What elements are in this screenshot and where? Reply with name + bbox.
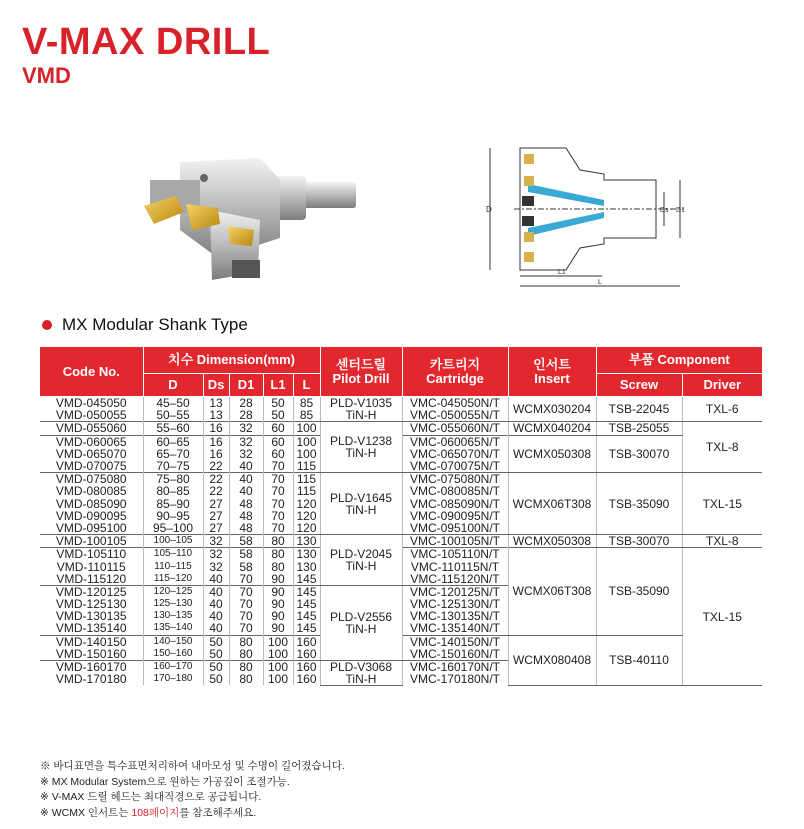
cell-d: 100–105 xyxy=(143,535,203,548)
col-driver: Driver xyxy=(682,374,762,397)
cell-screw: TSB-30070 xyxy=(596,535,682,548)
cell-d: 120–125 xyxy=(143,585,203,598)
cell-l1: 70 xyxy=(263,522,293,535)
cell-code: VMD-060065 xyxy=(40,435,143,448)
cell-d: 135–140 xyxy=(143,622,203,635)
cell-ds: 50 xyxy=(203,635,229,648)
cell-d1: 40 xyxy=(229,460,263,473)
cell-l: 145 xyxy=(293,598,320,610)
cell-ds: 50 xyxy=(203,673,229,685)
cell-d1: 32 xyxy=(229,422,263,435)
cell-pilot-drill: PLD-V1238 TiN-H xyxy=(320,422,402,473)
cell-ds: 50 xyxy=(203,660,229,673)
cell-d1: 80 xyxy=(229,648,263,661)
cell-cartridge: VMC-070075N/T xyxy=(402,460,508,473)
cell-cartridge: VMC-085090N/T xyxy=(402,498,508,510)
cell-code: VMD-055060 xyxy=(40,422,143,435)
cell-code: VMD-045050 xyxy=(40,397,143,410)
cell-pilot-drill: PLD-V2556 TiN-H xyxy=(320,585,402,660)
cell-l1: 90 xyxy=(263,610,293,622)
cell-ds: 40 xyxy=(203,573,229,586)
cell-insert: WCMX050308 xyxy=(508,435,596,473)
cell-insert: WCMX06T308 xyxy=(508,548,596,635)
cell-cartridge: VMC-170180N/T xyxy=(402,673,508,685)
cell-driver: TXL-8 xyxy=(682,422,762,473)
cell-insert: WCMX050308 xyxy=(508,535,596,548)
cell-code: VMD-120125 xyxy=(40,585,143,598)
cell-l: 160 xyxy=(293,660,320,673)
cell-pilot-drill: PLD-V1645 TiN-H xyxy=(320,473,402,535)
cell-l: 145 xyxy=(293,610,320,622)
cell-l1: 50 xyxy=(263,397,293,410)
cell-d1: 32 xyxy=(229,448,263,460)
cell-driver: TXL-8 xyxy=(682,535,762,548)
cell-l1: 100 xyxy=(263,635,293,648)
cell-l1: 80 xyxy=(263,560,293,572)
bullet-icon xyxy=(42,320,52,330)
cell-cartridge: VMC-120125N/T xyxy=(402,585,508,598)
cell-code: VMD-170180 xyxy=(40,673,143,685)
cell-d: 90–95 xyxy=(143,510,203,522)
col-cartridge: 카트리지 Cartridge xyxy=(402,347,508,397)
cell-l1: 60 xyxy=(263,448,293,460)
cell-cartridge: VMC-105110N/T xyxy=(402,548,508,561)
cell-d1: 70 xyxy=(229,598,263,610)
cell-l1: 70 xyxy=(263,510,293,522)
cell-cartridge: VMC-075080N/T xyxy=(402,473,508,486)
cell-driver: TXL-15 xyxy=(682,473,762,535)
note-1: ※ 바디표면을 특수표면처리하여 내마모성 및 수명이 길어졌습니다. xyxy=(40,760,345,772)
cell-l: 120 xyxy=(293,498,320,510)
cell-code: VMD-065070 xyxy=(40,448,143,460)
cell-l1: 100 xyxy=(263,673,293,685)
table-row xyxy=(40,397,762,410)
cell-code: VMD-135140 xyxy=(40,622,143,635)
cell-ds: 13 xyxy=(203,409,229,422)
cell-l: 145 xyxy=(293,585,320,598)
page-subtitle: VMD xyxy=(22,63,71,88)
dim-l-label: L xyxy=(598,279,602,286)
cell-d: 45–50 xyxy=(143,397,203,410)
cell-d1: 28 xyxy=(229,409,263,422)
cell-insert: WCMX040204 xyxy=(508,422,596,435)
dim-l1-label: L1 xyxy=(558,269,566,276)
cell-code: VMD-110115 xyxy=(40,560,143,572)
cell-d1: 70 xyxy=(229,585,263,598)
cell-screw: TSB-30070 xyxy=(596,435,682,473)
cell-d: 170–180 xyxy=(143,673,203,685)
note-3: ※ V-MAX 드릴 헤드는 최대직경으로 공급됩니다. xyxy=(40,791,262,803)
cell-cartridge: VMC-055060N/T xyxy=(402,422,508,435)
cell-d1: 32 xyxy=(229,435,263,448)
cell-cartridge: VMC-110115N/T xyxy=(402,560,508,572)
table-row xyxy=(40,535,762,548)
col-l: L xyxy=(293,374,320,397)
cell-l: 145 xyxy=(293,573,320,586)
cell-ds: 22 xyxy=(203,460,229,473)
cell-code: VMD-130135 xyxy=(40,610,143,622)
cell-cartridge: VMC-095100N/T xyxy=(402,522,508,535)
cell-d: 75–80 xyxy=(143,473,203,486)
cell-pilot-drill: PLD-V1035 TiN-H xyxy=(320,397,402,422)
cell-cartridge: VMC-060065N/T xyxy=(402,435,508,448)
cell-cartridge: VMC-080085N/T xyxy=(402,485,508,497)
cell-l1: 70 xyxy=(263,485,293,497)
cell-d: 110–115 xyxy=(143,560,203,572)
cell-l: 115 xyxy=(293,460,320,473)
cell-ds: 50 xyxy=(203,648,229,661)
cell-d: 50–55 xyxy=(143,409,203,422)
cell-ds: 27 xyxy=(203,522,229,535)
cell-code: VMD-075080 xyxy=(40,473,143,486)
cell-l1: 60 xyxy=(263,422,293,435)
spec-table-body xyxy=(40,397,762,686)
cell-l: 160 xyxy=(293,635,320,648)
cell-l1: 70 xyxy=(263,473,293,486)
cell-ds: 22 xyxy=(203,473,229,486)
cell-ds: 32 xyxy=(203,560,229,572)
cell-d1: 80 xyxy=(229,635,263,648)
cell-cartridge: VMC-045050N/T xyxy=(402,397,508,410)
cell-cartridge: VMC-090095N/T xyxy=(402,510,508,522)
cell-cartridge: VMC-125130N/T xyxy=(402,598,508,610)
cell-screw: TSB-22045 xyxy=(596,397,682,422)
cell-cartridge: VMC-150160N/T xyxy=(402,648,508,661)
cell-pilot-drill: PLD-V2045 TiN-H xyxy=(320,535,402,586)
cell-d1: 48 xyxy=(229,522,263,535)
page-reference-link[interactable]: 108페이지 xyxy=(131,806,180,819)
cell-l1: 100 xyxy=(263,648,293,661)
cell-ds: 40 xyxy=(203,598,229,610)
tool-photo xyxy=(140,150,360,290)
cell-code: VMD-140150 xyxy=(40,635,143,648)
table-row xyxy=(40,422,762,435)
cell-l: 120 xyxy=(293,510,320,522)
cell-l1: 50 xyxy=(263,409,293,422)
table-row xyxy=(40,473,762,486)
cell-ds: 16 xyxy=(203,422,229,435)
cell-ds: 16 xyxy=(203,435,229,448)
cell-driver: TXL-15 xyxy=(682,548,762,686)
cell-d: 55–60 xyxy=(143,422,203,435)
cell-d1: 40 xyxy=(229,485,263,497)
cell-ds: 27 xyxy=(203,498,229,510)
cell-d1: 28 xyxy=(229,397,263,410)
cell-d1: 80 xyxy=(229,660,263,673)
cell-d1: 70 xyxy=(229,622,263,635)
cell-code: VMD-100105 xyxy=(40,535,143,548)
cell-l1: 80 xyxy=(263,535,293,548)
cell-d1: 70 xyxy=(229,610,263,622)
cell-insert: WCMX030204 xyxy=(508,397,596,422)
cell-code: VMD-150160 xyxy=(40,648,143,661)
cell-d: 115–120 xyxy=(143,573,203,586)
cell-d1: 58 xyxy=(229,535,263,548)
cell-l1: 90 xyxy=(263,598,293,610)
dim-ds-label: Ds xyxy=(660,207,669,214)
cell-d1: 58 xyxy=(229,560,263,572)
cell-cartridge: VMC-130135N/T xyxy=(402,610,508,622)
cell-screw: TSB-35090 xyxy=(596,548,682,635)
cell-insert: WCMX06T308 xyxy=(508,473,596,535)
cell-d: 85–90 xyxy=(143,498,203,510)
cell-cartridge: VMC-065070N/T xyxy=(402,448,508,460)
spec-table xyxy=(40,347,762,686)
col-ds: Ds xyxy=(203,374,229,397)
cell-screw: TSB-40110 xyxy=(596,635,682,685)
cell-screw: TSB-35090 xyxy=(596,473,682,535)
cell-code: VMD-070075 xyxy=(40,460,143,473)
cell-ds: 13 xyxy=(203,397,229,410)
cell-ds: 16 xyxy=(203,448,229,460)
cell-l1: 70 xyxy=(263,460,293,473)
cell-code: VMD-105110 xyxy=(40,548,143,561)
cell-d1: 48 xyxy=(229,498,263,510)
cell-d: 80–85 xyxy=(143,485,203,497)
cell-l: 130 xyxy=(293,548,320,561)
col-d: D xyxy=(143,374,203,397)
page-title: V-MAX DRILL xyxy=(22,21,271,63)
cell-driver: TXL-6 xyxy=(682,397,762,422)
cell-l: 100 xyxy=(293,435,320,448)
cell-screw: TSB-25055 xyxy=(596,422,682,435)
cell-d: 140–150 xyxy=(143,635,203,648)
col-insert: 인서트 Insert xyxy=(508,347,596,397)
tech-drawing xyxy=(484,140,690,290)
col-pilot: 센터드릴 Pilot Drill xyxy=(320,347,402,397)
cell-ds: 22 xyxy=(203,485,229,497)
cell-d: 125–130 xyxy=(143,598,203,610)
cell-d1: 48 xyxy=(229,510,263,522)
col-component: 부품 Component xyxy=(596,347,762,374)
cell-ds: 40 xyxy=(203,610,229,622)
cell-d1: 40 xyxy=(229,473,263,486)
cell-l: 120 xyxy=(293,522,320,535)
cell-ds: 32 xyxy=(203,535,229,548)
cell-cartridge: VMC-050055N/T xyxy=(402,409,508,422)
cell-d1: 70 xyxy=(229,573,263,586)
col-code: Code No. xyxy=(40,347,143,397)
col-d1: D1 xyxy=(229,374,263,397)
cell-l: 130 xyxy=(293,535,320,548)
cell-d: 150–160 xyxy=(143,648,203,661)
cell-d: 60–65 xyxy=(143,435,203,448)
cell-ds: 40 xyxy=(203,585,229,598)
cell-l1: 100 xyxy=(263,660,293,673)
cell-d: 105–110 xyxy=(143,548,203,561)
cell-cartridge: VMC-160170N/T xyxy=(402,660,508,673)
cell-cartridge: VMC-135140N/T xyxy=(402,622,508,635)
cell-l: 130 xyxy=(293,560,320,572)
notes xyxy=(40,759,345,821)
cell-code: VMD-085090 xyxy=(40,498,143,510)
cell-code: VMD-050055 xyxy=(40,409,143,422)
cell-cartridge: VMC-140150N/T xyxy=(402,635,508,648)
cell-d: 65–70 xyxy=(143,448,203,460)
cell-pilot-drill: PLD-V3068 TiN-H xyxy=(320,660,402,685)
cell-d: 95–100 xyxy=(143,522,203,535)
cell-l1: 60 xyxy=(263,435,293,448)
cell-ds: 27 xyxy=(203,510,229,522)
cell-l: 145 xyxy=(293,622,320,635)
cell-d: 70–75 xyxy=(143,460,203,473)
cell-l1: 90 xyxy=(263,622,293,635)
cell-code: VMD-095100 xyxy=(40,522,143,535)
cell-l: 160 xyxy=(293,673,320,685)
cell-l: 85 xyxy=(293,409,320,422)
col-screw: Screw xyxy=(596,374,682,397)
cell-l: 160 xyxy=(293,648,320,661)
cell-d: 130–135 xyxy=(143,610,203,622)
cell-code: VMD-090095 xyxy=(40,510,143,522)
cell-l: 100 xyxy=(293,422,320,435)
cell-l: 115 xyxy=(293,473,320,486)
cell-d: 160–170 xyxy=(143,660,203,673)
cell-ds: 32 xyxy=(203,548,229,561)
dim-d-label: D xyxy=(486,205,492,214)
cell-l: 100 xyxy=(293,448,320,460)
cell-cartridge: VMC-115120N/T xyxy=(402,573,508,586)
note-4: ※ WCMX 인서트는 108페이지를 참조해주세요. xyxy=(40,806,257,819)
cell-l1: 90 xyxy=(263,573,293,586)
cell-d1: 58 xyxy=(229,548,263,561)
section-heading xyxy=(42,315,248,335)
cell-d1: 80 xyxy=(229,673,263,685)
cell-code: VMD-125130 xyxy=(40,598,143,610)
section-title: MX Modular Shank Type xyxy=(62,315,248,334)
cell-cartridge: VMC-100105N/T xyxy=(402,535,508,548)
col-dimension: 치수 Dimension(mm) xyxy=(143,347,320,374)
col-l1: L1 xyxy=(263,374,293,397)
cell-l1: 90 xyxy=(263,585,293,598)
cell-l: 85 xyxy=(293,397,320,410)
cell-code: VMD-160170 xyxy=(40,660,143,673)
cell-code: VMD-115120 xyxy=(40,573,143,586)
cell-ds: 40 xyxy=(203,622,229,635)
dim-d1-label: D1 xyxy=(676,207,685,214)
cell-insert: WCMX080408 xyxy=(508,635,596,685)
cell-l1: 80 xyxy=(263,548,293,561)
cell-l1: 70 xyxy=(263,498,293,510)
cell-l: 115 xyxy=(293,485,320,497)
cell-code: VMD-080085 xyxy=(40,485,143,497)
note-2: ※ MX Modular System으로 원하는 가공깊이 조절가능. xyxy=(40,775,290,788)
